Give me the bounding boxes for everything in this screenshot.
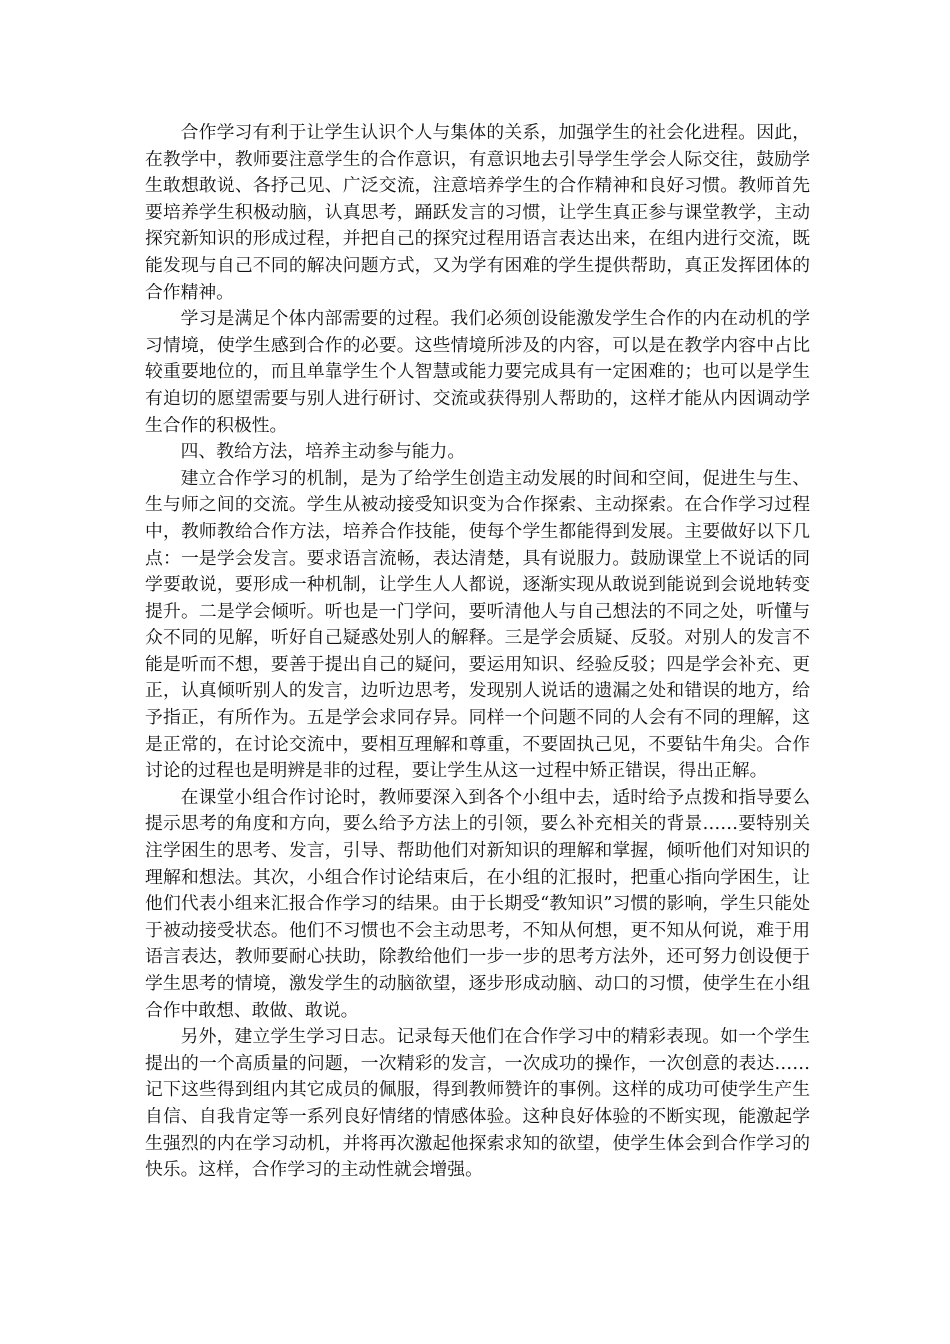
document-body — [145, 120, 810, 1184]
paragraph-5: 另外，建立学生学习日志。记录每天他们在合作学习中的精彩表现。如一个学生提出的一个高质量的问题，一次精彩的发言，一次成功的操作，一次创意的表达……记下这些得到组内其它成员的佩服，得到教师赞许的事例。这样的成功可使学生产生自信、自我肯定等一系列良好情绪的情感体验。这种良好体验的不断实现，能激起学生强烈的内在学习动机，并将再次激起他探索求知的欲望，使学生体会到合作学习的快乐。这样，合作学习的主动性就会增强。 — [145, 1026, 810, 1181]
paragraph-4: 在课堂小组合作讨论时，教师要深入到各个小组中去，适时给予点拨和指导要么提示思考的角度和方向，要么给予方法上的引领，要么补充相关的背景……要特别关注学困生的思考、发言，引导、帮助他们对新知识的理解和掌握，倾听他们对知识的理解和想法。其次，小组合作讨论结束后，在小组的汇报时，把重心指向学困生，让他们代表小组来汇报合作学习的结果。由于长期受“教知识”习惯的影响，学生只能处于被动接受状态。他们不习惯也不会主动思考，不知从何想，更不知从何说，难于用语言表达，教师要耐心扶助，除教给他们一步一步的思考方法外，还可努力创设便于学生思考的情境，激发学生的动脑欲望，逐步形成动脑、动口的习惯，使学生在小组合作中敢想、敢做、敢说。 — [145, 786, 810, 1021]
section-heading: 四、教给方法，培养主动参与能力。 — [180, 441, 466, 463]
paragraph-1: 合作学习有利于让学生认识个人与集体的关系，加强学生的社会化进程。因此，在教学中，教师要注意学生的合作意识，有意识地去引导学生学会人际交往，鼓励学生敢想敢说、各抒己见、广泛交流，注意培养学生的合作精神和良好习惯。教师首先要培养学生积极动脑，认真思考，踊跃发言的习惯，让学生真正参与课堂教学，主动探究新知识的形成过程，并把自己的探究过程用语言表达出来，在组内进行交流，既能发现与自己不同的解决问题方式，又为学有困难的学生提供帮助，真正发挥团体的合作精神。 — [145, 122, 810, 303]
paragraph-3: 建立合作学习的机制，是为了给学生创造主动发展的时间和空间，促进生与生、生与师之间的交流。学生从被动接受知识变为合作探索、主动探索。在合作学习过程中，教师教给合作方法，培养合作技能，使每个学生都能得到发展。主要做好以下几点：一是学会发言。要求语言流畅，表达清楚，具有说服力。鼓励课堂上不说话的同学要敢说，要形成一种机制，让学生人人都说，逐渐实现从敢说到能说到会说地转变提升。二是学会倾听。听也是一门学问，要听清他人与自己想法的不同之处，听懂与众不同的见解，听好自己疑惑处别人的解释。三是学会质疑、反驳。对别人的发言不能是听而不想，要善于提出自己的疑问，要运用知识、经验反驳；四是学会补充、更正，认真倾听别人的发言，边听边思考，发现别人说话的遗漏之处和错误的地方，给予指正，有所作为。五是学会求同存异。同样一个问题不同的人会有不同的理解，这是正常的，在讨论交流中，要相互理解和尊重，不要固执己见，不要钻牛角尖。合作讨论的过程也是明辨是非的过程，要让学生从这一过程中矫正错误，得出正解。 — [145, 467, 810, 782]
paragraph-2: 学习是满足个体内部需要的过程。我们必须创设能激发学生合作的内在动机的学习情境，使学生感到合作的必要。这些情境所涉及的内容，可以是在教学内容中占比较重要地位的，而且单靠学生个人智慧或能力要完成具有一定困难的；也可以是学生有迫切的愿望需要与别人进行研讨、交流或获得别人帮助的，这样才能从内因调动学生合作的积极性。 — [145, 308, 810, 436]
